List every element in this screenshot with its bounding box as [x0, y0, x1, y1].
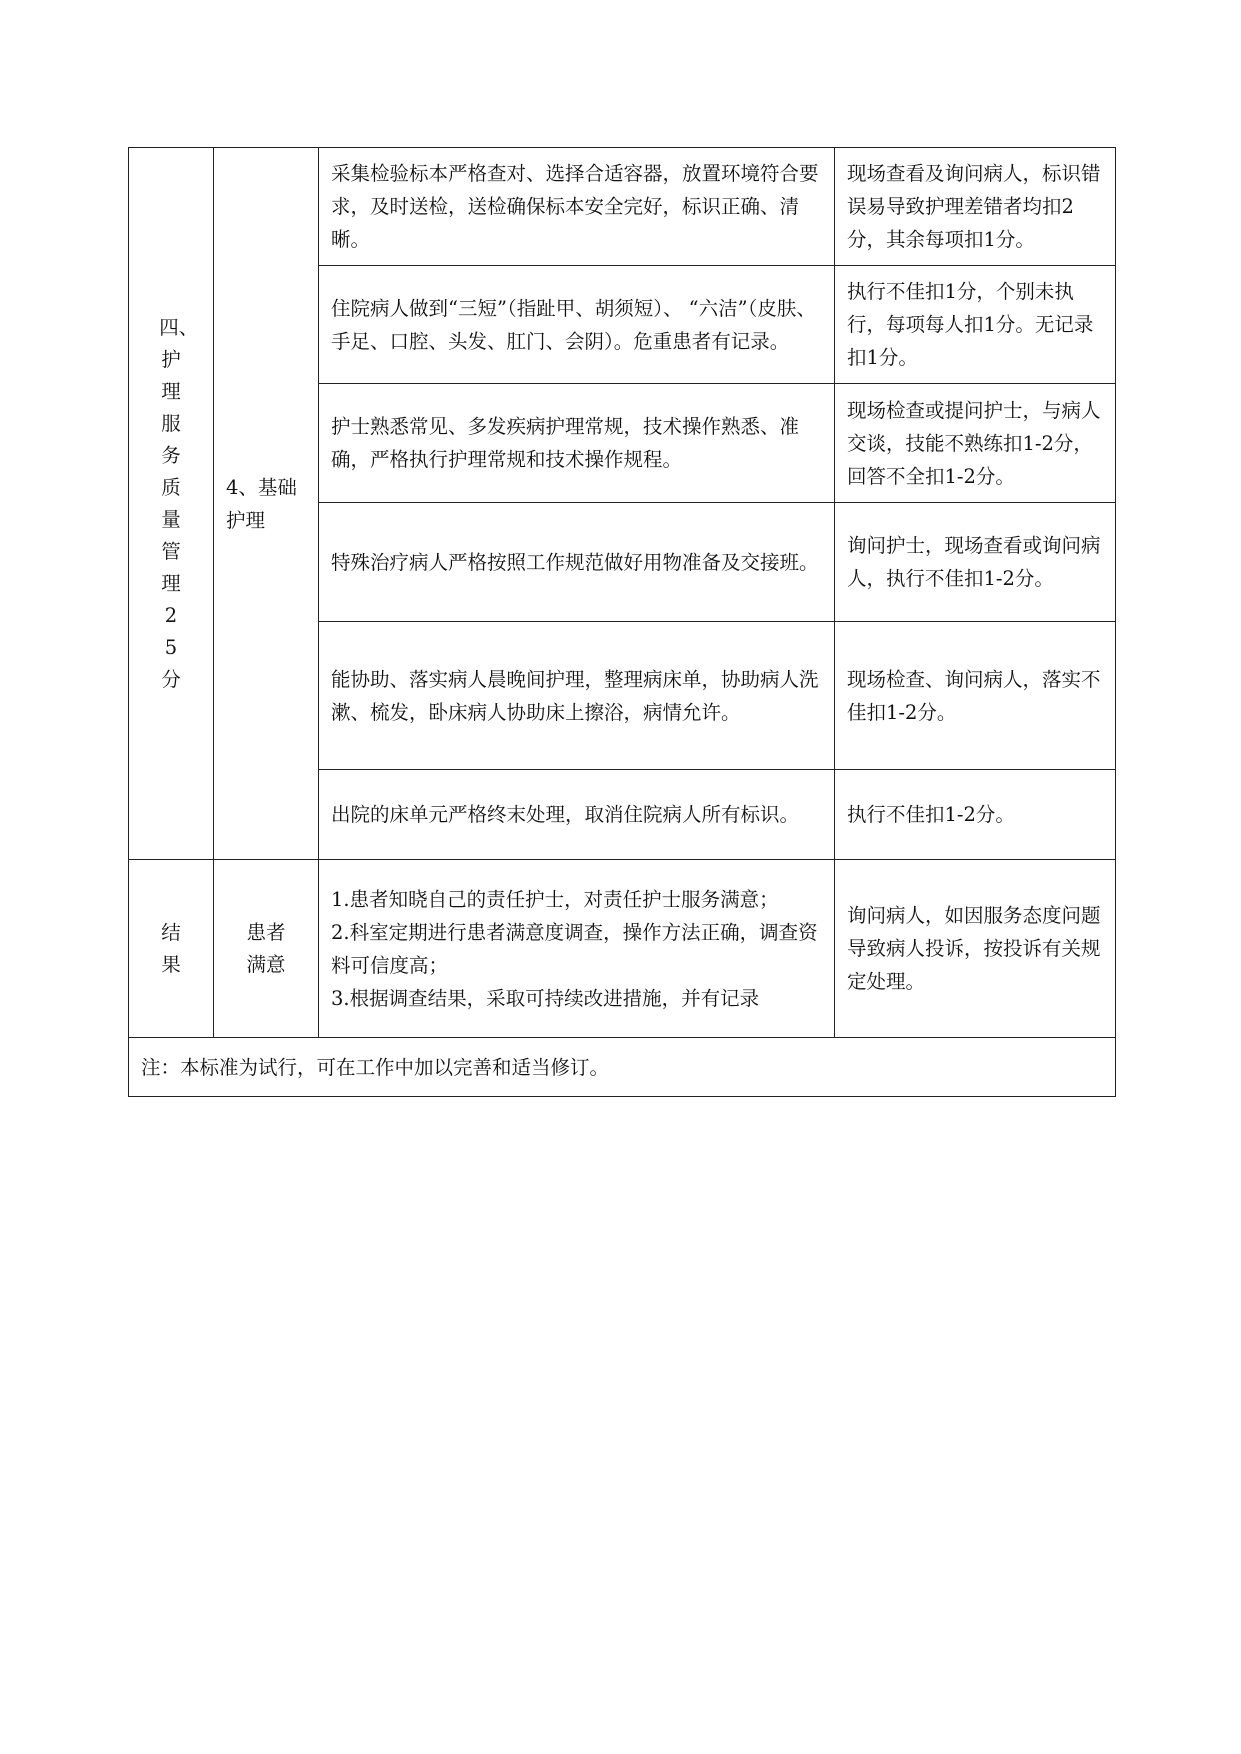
method-cell	[835, 148, 1116, 266]
table-row	[129, 148, 1116, 266]
standard-cell	[319, 384, 835, 503]
result-sub-label-cell	[214, 860, 319, 1038]
standards-table	[128, 147, 1116, 1097]
method-cell	[835, 503, 1116, 622]
standard-text: 护士熟悉常见、多发疾病护理常规，技术操作熟悉、准确，严格执行护理常规和技术操作规程。	[331, 415, 800, 471]
standard-cell	[319, 860, 835, 1038]
standard-cell	[319, 503, 835, 622]
method-text: 现场查看及询问病人，标识错误易导致护理差错者均扣2分，其余每项扣1分。	[847, 162, 1101, 251]
method-cell	[835, 384, 1116, 503]
method-text: 执行不佳扣1分，个别未执行，每项每人扣1分。无记录扣1分。	[847, 280, 1094, 369]
note-text: 注：本标准为试行，可在工作中加以完善和适当修订。	[141, 1055, 610, 1079]
note-row	[129, 1038, 1116, 1097]
standard-cell	[319, 266, 835, 384]
result-label-cell	[129, 860, 214, 1038]
method-cell	[835, 266, 1116, 384]
standard-text: 出院的床单元严格终末处理，取消住院病人所有标识。	[331, 803, 800, 826]
section-label: 四、护理服务质量管理25分	[159, 315, 199, 691]
standard-text: 采集检验标本严格查对、选择合适容器，放置环境符合要求，及时送检，送检确保标本安全完好，标识正确、清晰。	[331, 162, 819, 251]
result-sub-label: 患者满意	[246, 920, 286, 976]
standard-line: 2.科室定期进行患者满意度调查，操作方法正确，调查资料可信度高；	[331, 920, 818, 977]
section-label-cell	[129, 148, 214, 860]
standard-text: 特殊治疗病人严格按照工作规范做好用物准备及交接班。	[331, 550, 819, 574]
method-text: 询问病人，如因服务态度问题导致病人投诉，按投诉有关规定处理。	[847, 904, 1101, 993]
sub-label-cell	[214, 148, 319, 860]
note-cell	[129, 1038, 1116, 1097]
standard-text: 能协助、落实病人晨晚间护理，整理病床单，协助病人洗漱、梳发，卧床病人协助床上擦浴，病情允许。	[331, 667, 819, 724]
method-text: 现场检查或提问护士，与病人交谈，技能不熟练扣1-2分，回答不全扣1-2分。	[847, 398, 1101, 488]
standard-cell	[319, 148, 835, 266]
method-text: 执行不佳扣1-2分。	[847, 803, 1015, 826]
standard-line: 1.患者知晓自己的责任护士，对责任护士服务满意；	[331, 887, 779, 911]
result-label: 结果	[161, 920, 181, 976]
method-cell	[835, 770, 1116, 860]
result-row	[129, 860, 1116, 1038]
sub-label: 4、基础护理	[226, 475, 297, 532]
method-text: 现场检查、询问病人，落实不佳扣1-2分。	[847, 667, 1101, 724]
standard-line: 3.根据调查结果，采取可持续改进措施，并有记录	[331, 986, 760, 1010]
standard-cell	[319, 770, 835, 860]
method-cell	[835, 860, 1116, 1038]
standard-text: 住院病人做到“三短”（指趾甲、胡须短）、 “六洁”（皮肤、手足、口腔、头发、肛门、会阴）。危重患者有记录。	[331, 296, 816, 353]
method-text: 询问护士，现场查看或询问病人，执行不佳扣1-2分。	[847, 534, 1101, 590]
method-cell	[835, 622, 1116, 770]
standard-cell	[319, 622, 835, 770]
